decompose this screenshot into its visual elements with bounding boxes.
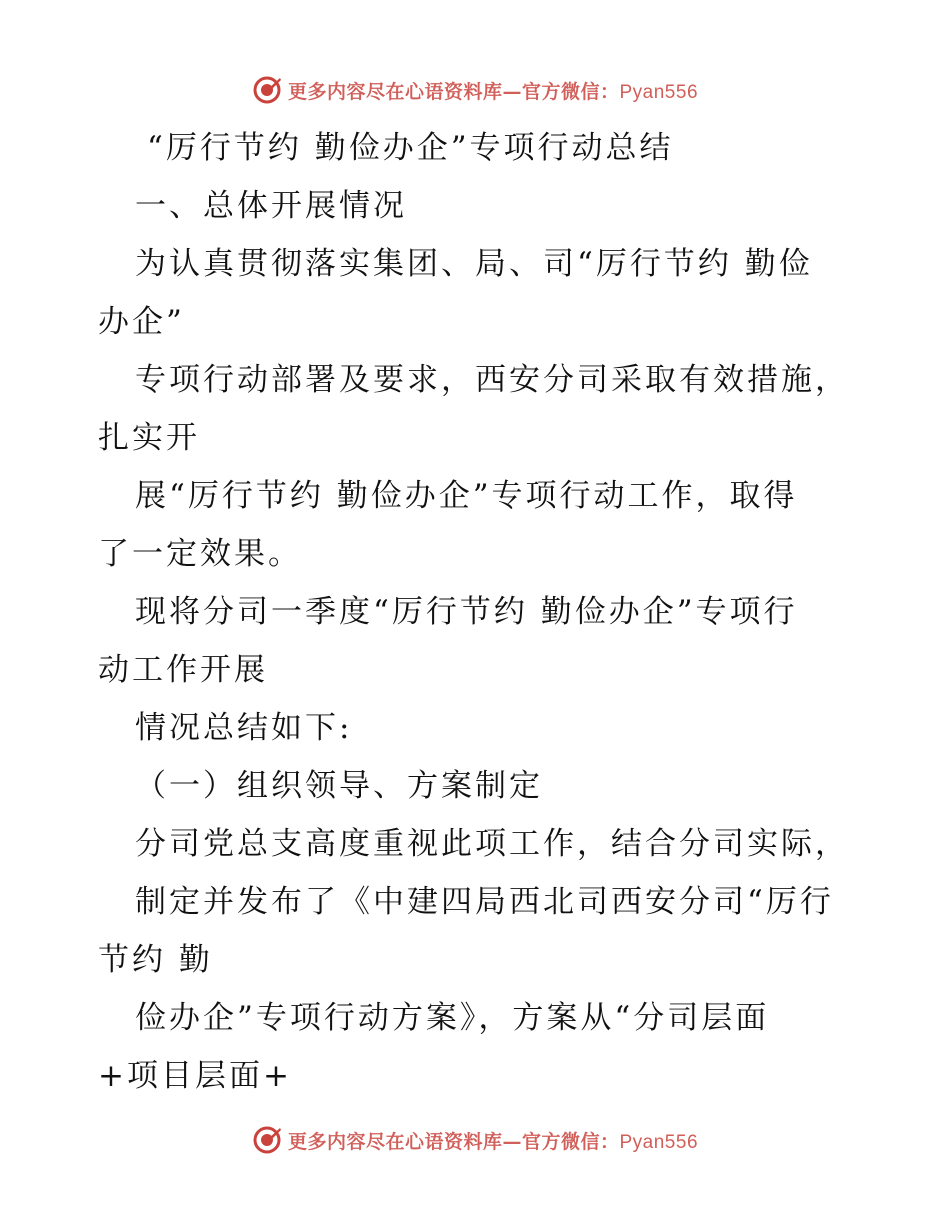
watermark-text: 更多内容尽在心语资料库—官方微信：Pyan556 bbox=[287, 80, 699, 103]
pen-logo-icon bbox=[252, 75, 282, 105]
paragraph-line: 展“厉行节约 勤俭办企”专项行动工作，取得 bbox=[135, 478, 798, 514]
paragraph-line: 动工作开展 bbox=[98, 652, 268, 688]
paragraph-line: 专项行动部署及要求，西安分司采取有效措施， bbox=[135, 362, 849, 398]
paragraph-line: 为认真贯彻落实集团、局、司“厉行节约 勤俭 bbox=[135, 246, 813, 282]
paragraph-line: 现将分司一季度“厉行节约 勤俭办企”专项行 bbox=[135, 594, 798, 630]
pen-logo-icon bbox=[252, 1125, 282, 1155]
watermark-footer bbox=[0, 1120, 950, 1160]
paragraph-line: 办企” bbox=[98, 304, 185, 340]
paragraph-line: 分司党总支高度重视此项工作，结合分司实际， bbox=[135, 826, 849, 862]
document-title: “厉行节约 勤俭办企”专项行动总结 bbox=[147, 130, 674, 166]
paragraph-line: 制定并发布了《中建四局西北司西安分司“厉行 bbox=[135, 884, 834, 920]
paragraph-line: +项目层面+ bbox=[98, 1058, 292, 1094]
subsection-heading: （一）组织领导、方案制定 bbox=[135, 768, 543, 804]
paragraph-line: 俭办企”专项行动方案》，方案从“分司层面 bbox=[135, 1000, 770, 1036]
section-heading: 一、总体开展情况 bbox=[135, 188, 407, 224]
paragraph-line: 扎实开 bbox=[98, 420, 200, 456]
watermark-header bbox=[0, 70, 950, 110]
watermark-text: 更多内容尽在心语资料库—官方微信：Pyan556 bbox=[287, 1130, 699, 1153]
paragraph-line: 情况总结如下: bbox=[135, 710, 353, 746]
paragraph-line: 了一定效果。 bbox=[98, 536, 302, 572]
paragraph-line: 节约 勤 bbox=[98, 942, 213, 978]
